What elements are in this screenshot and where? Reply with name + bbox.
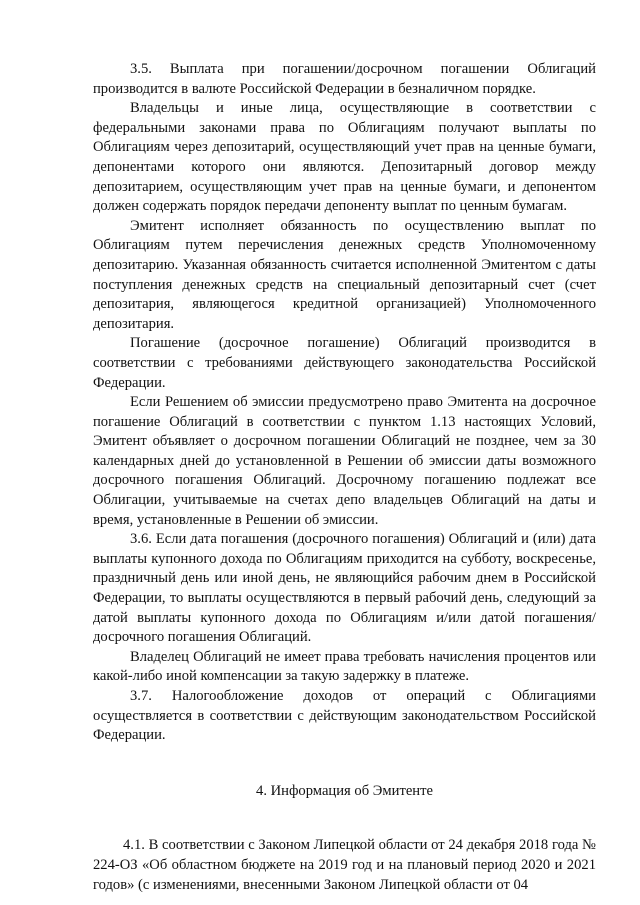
paragraph-issuer-obligation: Эмитент исполняет обязанность по осуществлению выплат по Облигациям путем перечисления денежных средств Уполномоченному депозитарию. Указанная обязанность считается исполненной Эмитентом с даты поступления денежных средств на специальный депозитарный счет (счет депозитария, являющегося кредитной организацией) Уполномоченного депозитария. — [93, 217, 596, 332]
paragraph-4-1: 4.1. В соответствии с Законом Липецкой области от 24 декабря 2018 года № 224-ОЗ «Об областном бюджете на 2019 год и на плановый период 2020 и 2021 годов» (с изменениями, внесенными Законом Липецкой области от 04 — [93, 837, 596, 893]
paragraph-owners-payments: Владельцы и иные лица, осуществляющие в соответствии с федеральными законами права по Облигациям получают выплаты по Облигациям через депозитарий, осуществляющий учет прав на ценные бумаги, депонентами которого они являются. Депозитарный договор между депозитарием, осуществляющим учет прав на ценные бумаги, и депонентом должен содержать порядок передачи депоненту выплат по ценным бумагам. — [93, 100, 596, 215]
paragraph-redemption: Погашение (досрочное погашение) Облигаций производится в соответствии с требованиями действующего законодательства Российской Федерации. — [93, 335, 596, 391]
section-gap — [93, 746, 596, 782]
section-4-heading: 4. Информация об Эмитенте — [256, 782, 433, 799]
paragraph-3-5: 3.5. Выплата при погашении/досрочном погашении Облигаций производится в валюте Российской Федерации в безналичном порядке. — [93, 61, 596, 97]
paragraph-3-6: 3.6. Если дата погашения (досрочного погашения) Облигаций и (или) дата выплаты купонного дохода по Облигациям приходится на субботу, воскресенье, праздничный день или иной день, не являющийся рабочим днем в Российской Федерации, то выплаты осуществляются в первый рабочий день, следующий за датой выплаты купонного дохода по Облигациям и/или датой погашения/досрочного погашения Облигаций. — [93, 531, 596, 646]
section-gap — [93, 801, 596, 836]
paragraph-no-interest: Владелец Облигаций не имеет права требовать начисления процентов или какой-либо иной компенсации за такую задержку в платеже. — [93, 648, 596, 685]
paragraph-early-redemption: Если Решением об эмиссии предусмотрено право Эмитента на досрочное погашение Облигаций в соответствии с пунктом 1.13 настоящих Условий, Эмитент объявляет о досрочном погашении Облигаций не позднее, чем за 30 календарных дней до установленной в Решении об эмиссии даты возможного досрочного погашения Облигаций. Досрочному погашению подлежат все Облигации, учитываемые на счетах депо владельцев Облигаций на даты и время, установленные в Решении об эмиссии. — [93, 394, 596, 528]
paragraph-3-7: 3.7. Налогообложение доходов от операций с Облигациями осуществляется в соответствии с действующим законодательством Российской Федерации. — [93, 688, 596, 744]
document-page — [93, 60, 596, 895]
